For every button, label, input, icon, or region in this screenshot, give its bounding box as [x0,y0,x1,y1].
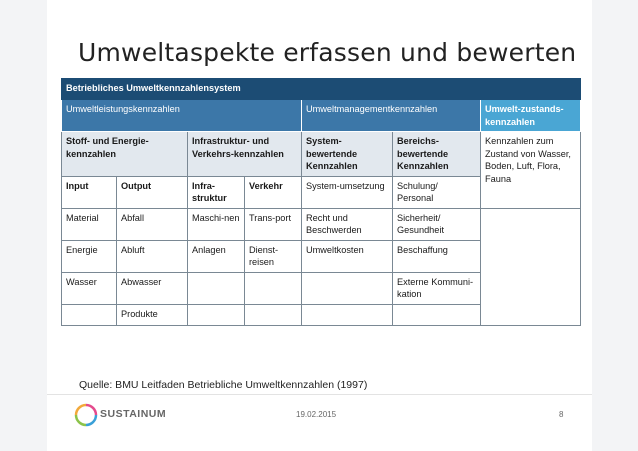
cell-bereich: Beschaffung [393,240,481,272]
cell-verkehr: Trans-port [245,208,302,240]
cell-system: Recht und Beschwerden [302,208,393,240]
cell-verkehr [245,272,302,304]
header-bereichsbewertend: Bereichs-bewertende Kennzahlen [393,132,481,177]
header-umweltleistung: Umweltleistungskennzahlen [62,100,302,132]
source-note: Quelle: BMU Leitfaden Betriebliche Umweltkennzahlen (1997) [79,379,368,391]
footer-divider [47,394,592,395]
cell-verkehr: Dienst-reisen [245,240,302,272]
cell-system [302,272,393,304]
cell-infra [188,272,245,304]
cell-system: Umweltkosten [302,240,393,272]
cell-input: Material [62,208,117,240]
cell-infra: Maschi-nen [188,208,245,240]
cell-input [62,304,117,325]
cell-bereich [393,304,481,325]
slide-margin-right [592,0,638,451]
cell-bereich: Externe Kommuni-kation [393,272,481,304]
table-row [62,208,581,240]
cell-output: Abfall [117,208,188,240]
cell-output: Abluft [117,240,188,272]
cell-output: Abwasser [117,272,188,304]
cell-infra [188,304,245,325]
cell-input: Energie [62,240,117,272]
header-umweltzustand: Umwelt-zustands-kennzahlen [481,100,581,132]
slide-date: 19.02.2015 [296,410,337,419]
cell-input: Wasser [62,272,117,304]
header-infrastruktur: Infra-struktur [188,176,245,208]
header-systemumsetzung: System-umsetzung [302,176,393,208]
header-infrastruktur-verkehr: Infrastruktur- und Verkehrs-kennzahlen [188,132,302,177]
slide-title: Umweltaspekte erfassen und bewerten [78,38,577,67]
cell-infra: Anlagen [188,240,245,272]
header-schulung-personal: Schulung/ Personal [393,176,481,208]
cell-output: Produkte [117,304,188,325]
header-input: Input [62,176,117,208]
header-systembewertend: System-bewertende Kennzahlen [302,132,393,177]
slide-margin-left [0,0,47,451]
logo-text: SUSTAINUM [100,408,167,420]
header-umweltmanagement: Umweltmanagementkennzahlen [302,100,481,132]
cell-verkehr [245,304,302,325]
zustand-description: Kennzahlen zum Zustand von Wasser, Boden, Luft, Flora, Fauna [481,132,581,209]
kennzahlen-table [61,78,581,326]
header-output: Output [117,176,188,208]
header-stoff-energie: Stoff- und Energie-kennzahlen [62,132,188,177]
page-number: 8 [559,410,564,419]
sustainum-logo [74,403,174,427]
cell-bereich: Sicherheit/ Gesundheit [393,208,481,240]
cell-system [302,304,393,325]
header-verkehr: Verkehr [245,176,302,208]
cell-zustand-empty [481,208,581,325]
sustainum-logo-icon [74,403,98,427]
table-header-system: Betriebliches Umweltkennzahlensystem [62,79,581,100]
